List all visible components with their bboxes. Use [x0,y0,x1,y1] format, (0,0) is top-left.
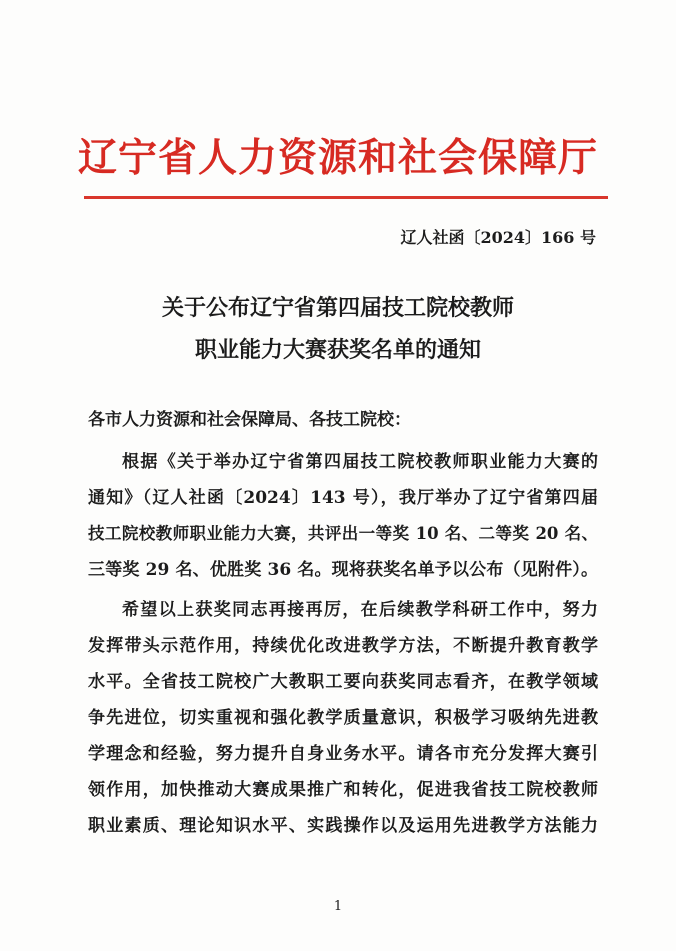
red-header-rule [84,196,608,199]
paragraph-2-line: 学理念和经验，努力提升自身业务水平。请各市充分发挥大赛引 [88,744,598,764]
paragraph-2-line: 水平。全省技工院校广大教职工要向获奖同志看齐，在教学领域 [88,672,598,692]
paragraph-2-line: 希望以上获奖同志再接再厉，在后续教学科研工作中，努力 [122,600,598,620]
salutation: 各市人力资源和社会保障局、各技工院校： [88,410,411,430]
document-number: 辽人社函〔2024〕166 号 [400,228,596,247]
paragraph-2-line: 发挥带头示范作用，持续优化改进教学方法，不断提升教育教学 [88,636,598,656]
page-number: 1 [333,899,343,914]
paragraph-2-line: 争先进位，切实重视和强化教学质量意识，积极学习吸纳先进教 [88,708,598,728]
paragraph-2-line: 领作用，加快推动大赛成果推广和转化，促进我省技工院校教师 [88,780,598,800]
paragraph-2-line: 职业素质、理论知识水平、实践操作以及运用先进教学方法能力 [88,816,598,836]
document-title-line-2: 职业能力大赛获奖名单的通知 [194,337,481,363]
paragraph-1-line: 根据《关于举办辽宁省第四届技工院校教师职业能力大赛的 [122,452,598,472]
paragraph-1-line: 三等奖 29 名、优胜奖 36 名。现将获奖名单予以公布（见附件）。 [88,560,598,580]
paragraph-1-line: 技工院校教师职业能力大赛，共评出一等奖 10 名、二等奖 20 名、 [88,524,598,543]
document-title-line-1: 关于公布辽宁省第四届技工院校教师 [161,295,514,321]
issuing-authority-header: 辽宁省人力资源和社会保障厅 [78,135,599,181]
paragraph-1-line: 通知》（辽人社函〔2024〕143 号），我厅举办了辽宁省第四届 [88,488,598,508]
